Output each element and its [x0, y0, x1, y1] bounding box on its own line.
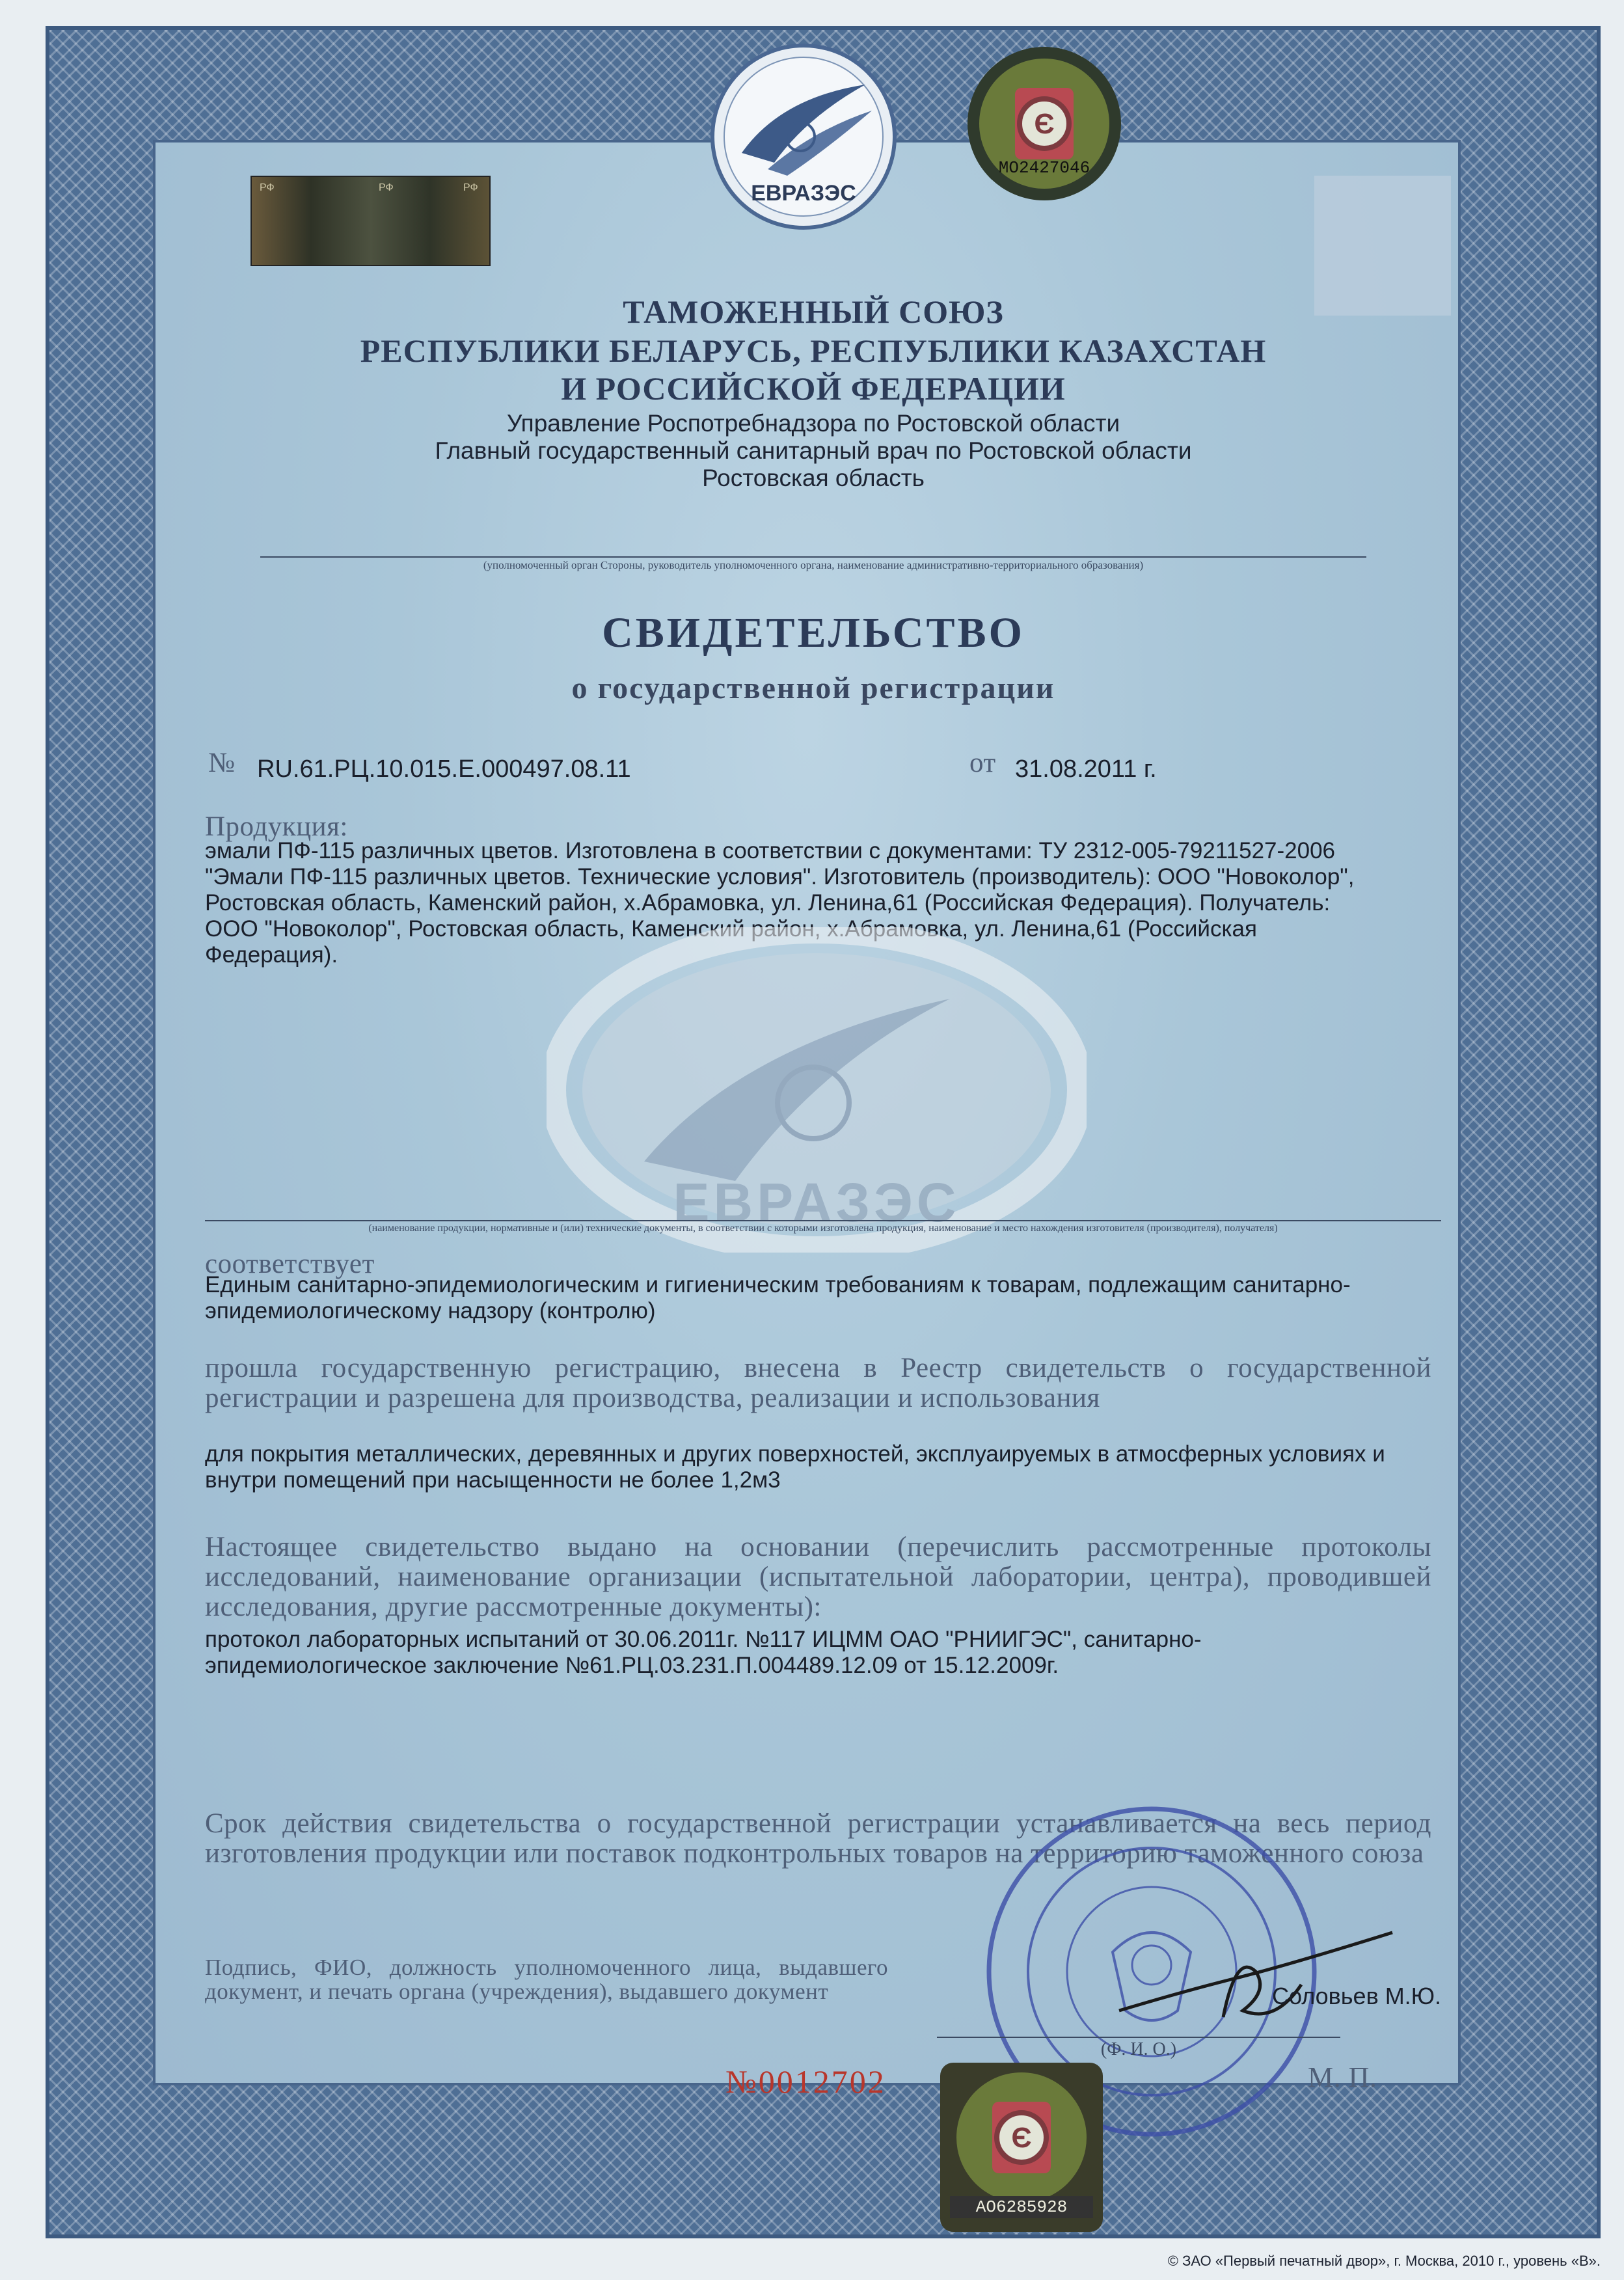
certificate-number: RU.61.РЦ.10.015.Е.000497.08.11	[257, 755, 631, 783]
printer-footer: © ЗАО «Первый печатный двор», г. Москва, 2010 г., уровень «В».	[1167, 2253, 1601, 2269]
hologram-strip-label-2: РФ	[379, 182, 394, 193]
header-line-2: РЕСПУБЛИКИ БЕЛАРУСЬ, РЕСПУБЛИКИ КАЗАХСТАН	[360, 332, 1267, 369]
svg-text:Є: Є	[1011, 2122, 1032, 2154]
conforms-text: Единым санитарно-эпидемиологическим и гигиеническим требованиям к товарам, подлежащим санитарно-эпидемиологическому надзору (контролю)	[205, 1272, 1351, 1323]
watermark-label: ЕВРАЗЭС	[673, 1172, 960, 1233]
usage-text: для покрытия металлических, деревянных и других поверхностей, эксплуаируемых в атмосферных условиях и внутри помещений при насыщенности не более 1,2м3	[205, 1441, 1385, 1493]
basis-label: Настоящее свидетельство выдано на основании (перечислить рассмотренные протоколы исследований, наименование организации (испытательной лаборатории, центра), проводившей исследования, другие рассмотренные документы):	[205, 1532, 1431, 1622]
date-label: от	[969, 748, 996, 778]
hologram-seal-top	[963, 42, 1126, 205]
conforms-label: соответствует	[205, 1249, 375, 1279]
hologram-bottom-code: АО6285928	[950, 2196, 1093, 2218]
hologram-strip	[250, 176, 491, 266]
authority-line-2: Главный государственный санитарный врач по Ростовской области	[435, 437, 1192, 464]
product-caption: (наименование продукции, нормативные и (или) технические документы, в соответствии с которыми изготовлена продукция, наименование и место нахождения изготовителя (производителя), получателя)	[205, 1220, 1441, 1234]
handwritten-signature	[1106, 1913, 1405, 2043]
evrazes-emblem	[703, 39, 904, 234]
signer-caption: (Ф. И. О.)	[937, 2037, 1340, 2060]
authority-caption: (уполномоченный орган Стороны, руководитель уполномоченного органа, наименование административно-территориального образования)	[260, 556, 1366, 572]
header-line-1: ТАМОЖЕННЫЙ СОЮЗ	[623, 293, 1004, 330]
document-subtitle: о государственной регистрации	[571, 671, 1055, 705]
validity-text: Срок действия свидетельства о государственной регистрации устанавливается на весь период изготовления продукции или поставок подконтрольных товаров на территорию таможенного союза	[205, 1808, 1431, 1869]
signature-label: Подпись, ФИО, должность уполномоченного лица, выдавшего документ, и печать органа (учреждения), выдавшего документ	[205, 1955, 888, 2004]
hologram-strip-label-1: РФ	[260, 182, 275, 193]
hologram-strip-label-3: РФ	[463, 182, 478, 193]
registration-statement: прошла государственную регистрацию, внесена в Реестр свидетельств о государственной регистрации и разрешена для производства, реализации и использования	[205, 1353, 1431, 1413]
hologram-seal-bottom	[937, 2059, 1106, 2235]
authority-line-1: Управление Роспотребнадзора по Ростовской области	[506, 410, 1120, 437]
header-line-3: И РОССИЙСКОЙ ФЕДЕРАЦИИ	[561, 370, 1066, 407]
authority-line-3: Ростовская область	[702, 465, 925, 491]
certificate-date: 31.08.2011 г.	[1015, 755, 1157, 783]
emblem-label: ЕВРАЗЭС	[751, 181, 856, 206]
basis-text: протокол лабораторных испытаний от 30.06.2011г. №117 ИЦММ ОАО "РНИИГЭС", санитарно-эпидемиологическое заключение №61.РЦ.03.231.П.004489.12.09 от 15.12.2009г.	[205, 1627, 1202, 1678]
serial-number: №0012702	[725, 2063, 886, 2100]
mp-label: М. П.	[1308, 2061, 1377, 2093]
product-label: Продукция:	[205, 811, 348, 842]
hologram-top-code: МО2427046	[998, 158, 1090, 178]
signer-name: Соловьев М.Ю.	[1272, 1983, 1442, 2009]
number-label: №	[208, 748, 236, 778]
svg-text:Є: Є	[1034, 108, 1055, 140]
product-description: эмали ПФ-115 различных цветов. Изготовлена в соответствии с документами: ТУ 2312-005-79211527-2006 "Эмали ПФ-115 различных цветов. Технические условия". Изготовитель (производитель): ООО "Новоколор", Ростовская область, Каменский район, х.Абрамовка, ул. Ленина,61 (Российская Федерация). Получатель: ООО "Новоколор", Ростовская область, Каменский район, х.Абрамовка, ул. Ленина,61 (Российская Федерация).	[205, 838, 1355, 968]
watermark-emblem	[547, 927, 1087, 1253]
document-title: СВИДЕТЕЛЬСТВО	[602, 609, 1025, 657]
